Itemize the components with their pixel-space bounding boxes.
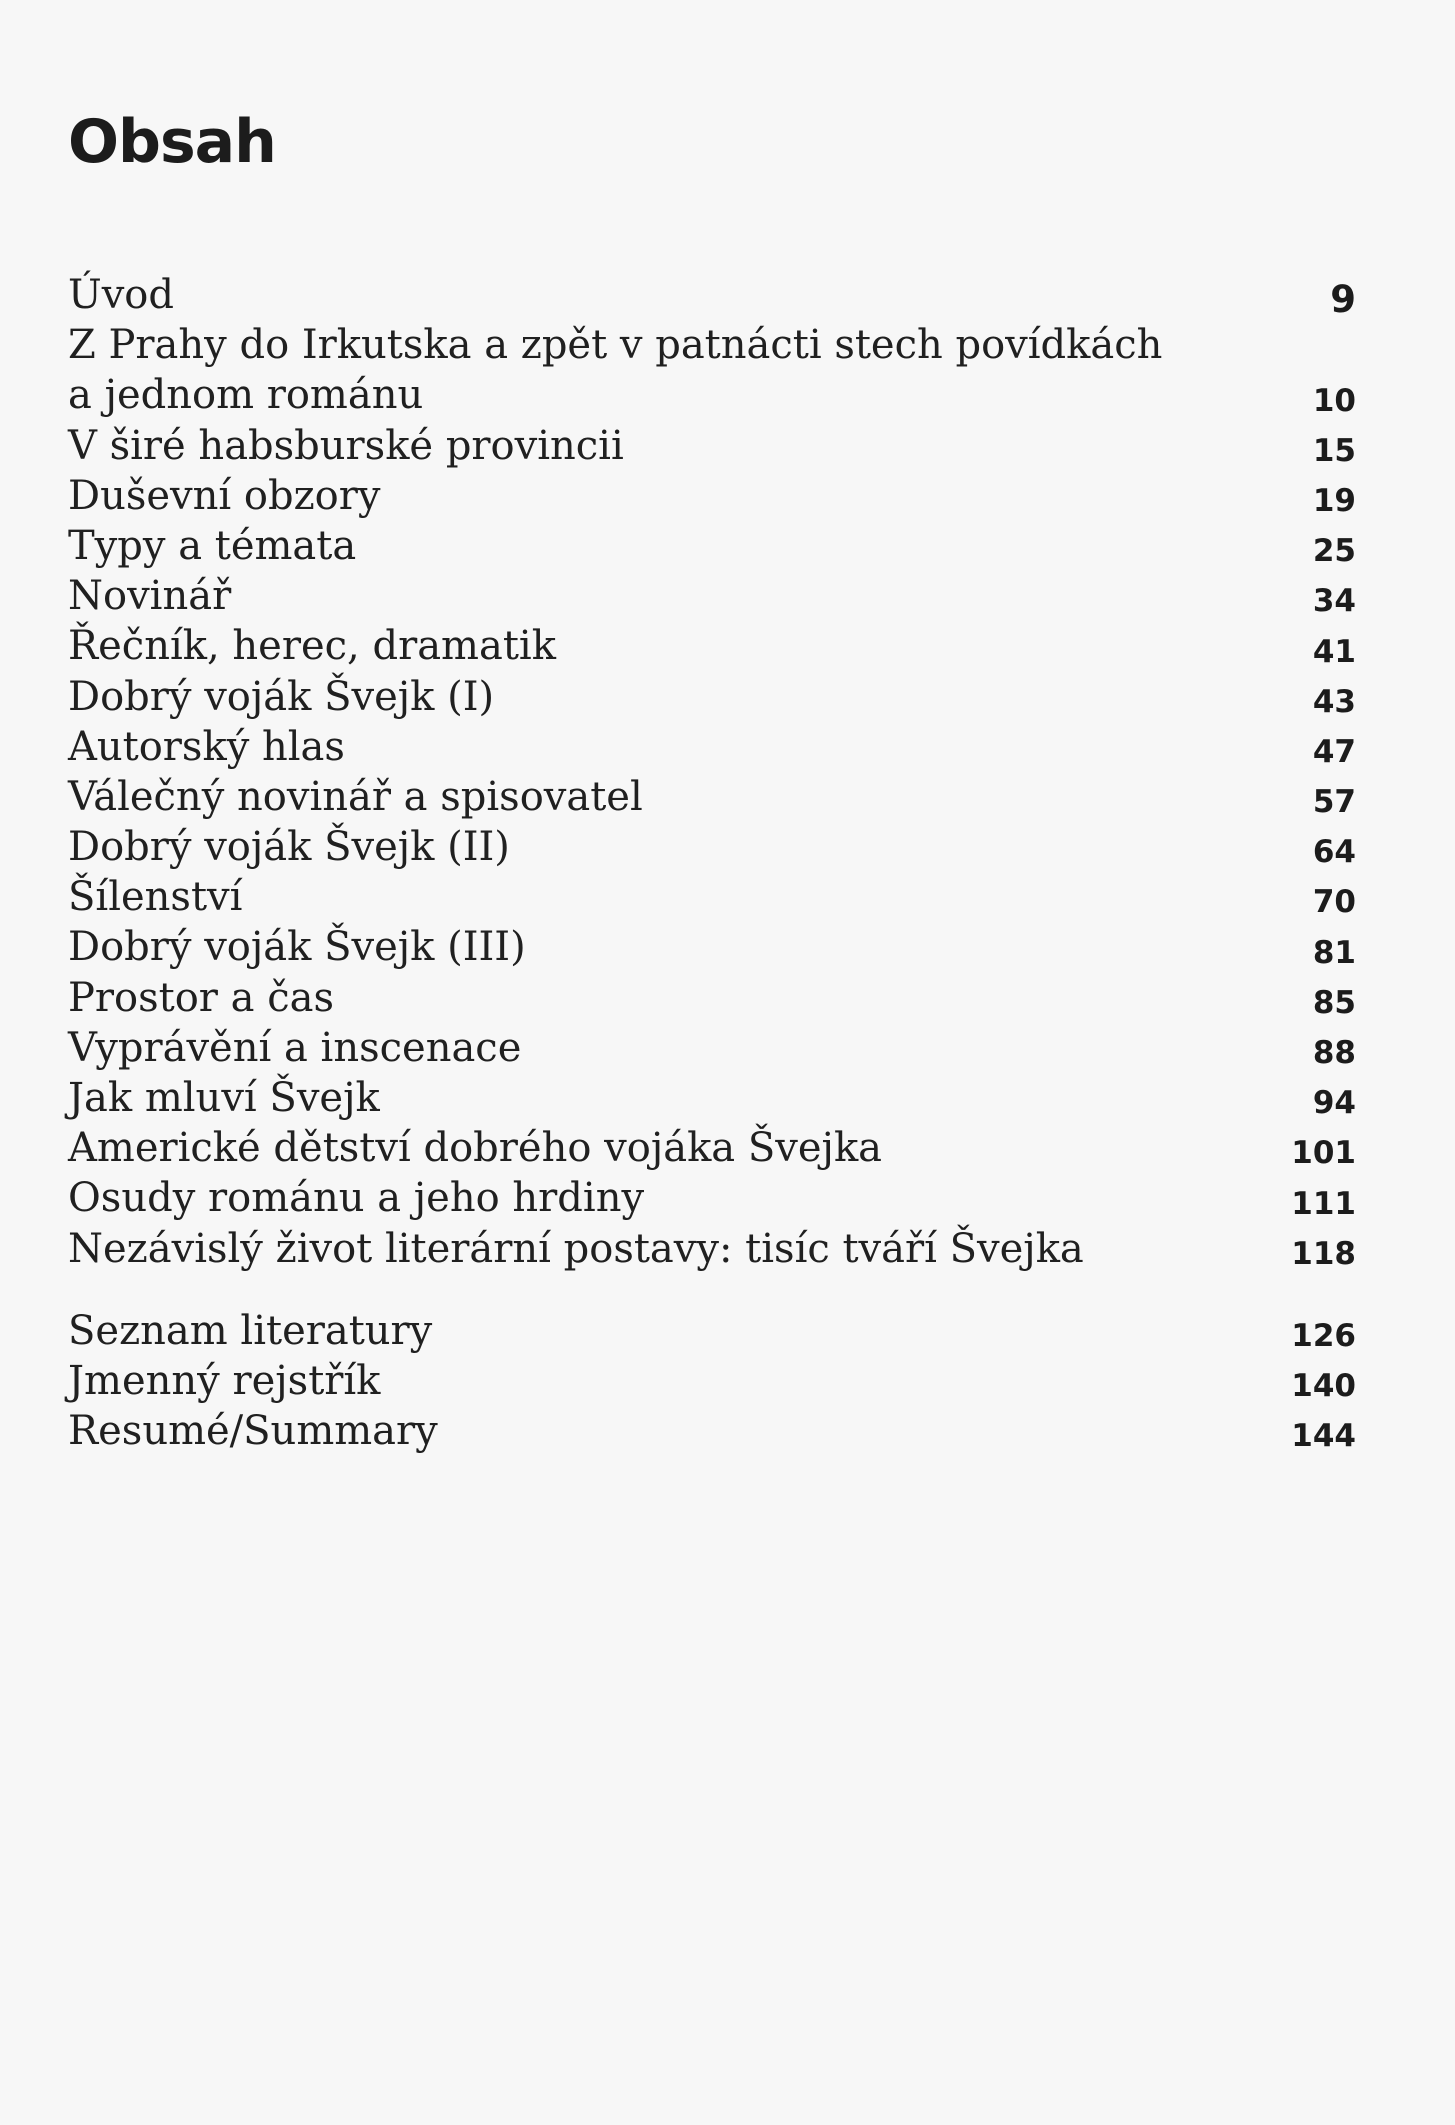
- toc-entry: [68, 922, 1356, 972]
- toc-entry-title: Z Prahy do Irkutska a zpět v patnácti stech povídkách a jednom románu: [68, 322, 1163, 419]
- toc-entry: [68, 672, 1356, 722]
- toc-entry-page: 57: [1312, 784, 1356, 821]
- toc-entry-title: Dobrý voják Švejk (II): [68, 824, 510, 871]
- toc-entry-title: Typy a témata: [68, 522, 357, 569]
- table-of-contents: [68, 270, 1356, 1456]
- toc-entry: [68, 1023, 1356, 1073]
- toc-entry: [68, 872, 1356, 922]
- toc-entry: [68, 270, 1356, 320]
- toc-entry-title: Dobrý voják Švejk (I): [68, 673, 495, 720]
- toc-entry: [68, 621, 1356, 671]
- toc-entry-title: Řečník, herec, dramatik: [68, 623, 556, 670]
- toc-entry: [68, 1073, 1356, 1123]
- toc-entry-page: 41: [1312, 633, 1356, 670]
- toc-entry-page: 70: [1312, 884, 1356, 921]
- toc-entry-page: 43: [1312, 683, 1356, 720]
- toc-entry-back-matter: [68, 1406, 1356, 1456]
- toc-entry-title: Úvod: [68, 272, 174, 318]
- toc-entry-title: Resumé/Summary: [68, 1408, 438, 1455]
- toc-entry-title: Osudy románu a jeho hrdiny: [68, 1175, 645, 1222]
- toc-entry-title: Autorský hlas: [68, 723, 345, 770]
- toc-entry-back-matter: [68, 1356, 1356, 1406]
- toc-entry-page: 126: [1291, 1317, 1356, 1354]
- toc-entry-page: 101: [1291, 1135, 1356, 1172]
- toc-entry-page: 85: [1312, 984, 1356, 1021]
- toc-entry-page: 47: [1312, 733, 1356, 770]
- toc-entry-title: Novinář: [68, 573, 232, 620]
- toc-entry-title: Jak mluví Švejk: [68, 1075, 380, 1122]
- toc-entry-title: Nezávislý život literární postavy: tisíc tváří Švejka: [68, 1225, 1084, 1272]
- toc-entry: [68, 571, 1356, 621]
- toc-entry-page: 88: [1312, 1035, 1356, 1072]
- toc-entry: [68, 722, 1356, 772]
- toc-entry-page: 10: [1312, 382, 1356, 419]
- toc-entry: [68, 421, 1356, 471]
- toc-entry-title: Prostor a čas: [68, 974, 334, 1021]
- toc-entry-page: 9: [1330, 278, 1356, 322]
- toc-entry-page: 144: [1291, 1418, 1356, 1455]
- toc-entry-back-matter: [68, 1306, 1356, 1356]
- toc-entry-page: 19: [1312, 482, 1356, 519]
- toc-entry-title: Seznam literatury: [68, 1307, 433, 1354]
- toc-entry-page: 64: [1312, 834, 1356, 871]
- toc-entry: [68, 973, 1356, 1023]
- toc-entry: [68, 521, 1356, 571]
- toc-entry: [68, 822, 1356, 872]
- toc-entry-page: 15: [1312, 432, 1356, 469]
- toc-entry: [68, 1123, 1356, 1173]
- toc-entry: [68, 1224, 1356, 1274]
- page-title: Obsah: [68, 107, 276, 177]
- toc-entry-page: 81: [1312, 934, 1356, 971]
- toc-entry-page: 111: [1291, 1185, 1356, 1222]
- toc-entry-title: Válečný novinář a spisovatel: [68, 773, 643, 820]
- toc-entry-page: 25: [1312, 533, 1356, 570]
- toc-entry: [68, 772, 1356, 822]
- toc-entry-title: Duševní obzory: [68, 472, 381, 519]
- toc-entry-title: Šílenství: [68, 874, 243, 921]
- toc-entry: [68, 471, 1356, 521]
- toc-entry-title: Jmenný rejstřík: [68, 1357, 381, 1404]
- toc-entry-page: 34: [1312, 583, 1356, 620]
- toc-entry-page: 94: [1312, 1085, 1356, 1122]
- toc-entry-page: 140: [1291, 1368, 1356, 1405]
- toc-entry-title: Vyprávění a inscenace: [68, 1024, 522, 1071]
- toc-entry-title: Americké dětství dobrého vojáka Švejka: [68, 1125, 883, 1172]
- toc-entry-title: Dobrý voják Švejk (III): [68, 924, 526, 971]
- toc-entry: [68, 1173, 1356, 1223]
- toc-entry-title: V širé habsburské provincii: [68, 422, 624, 469]
- toc-entry: [68, 320, 1356, 420]
- toc-entry-page: 118: [1291, 1235, 1356, 1272]
